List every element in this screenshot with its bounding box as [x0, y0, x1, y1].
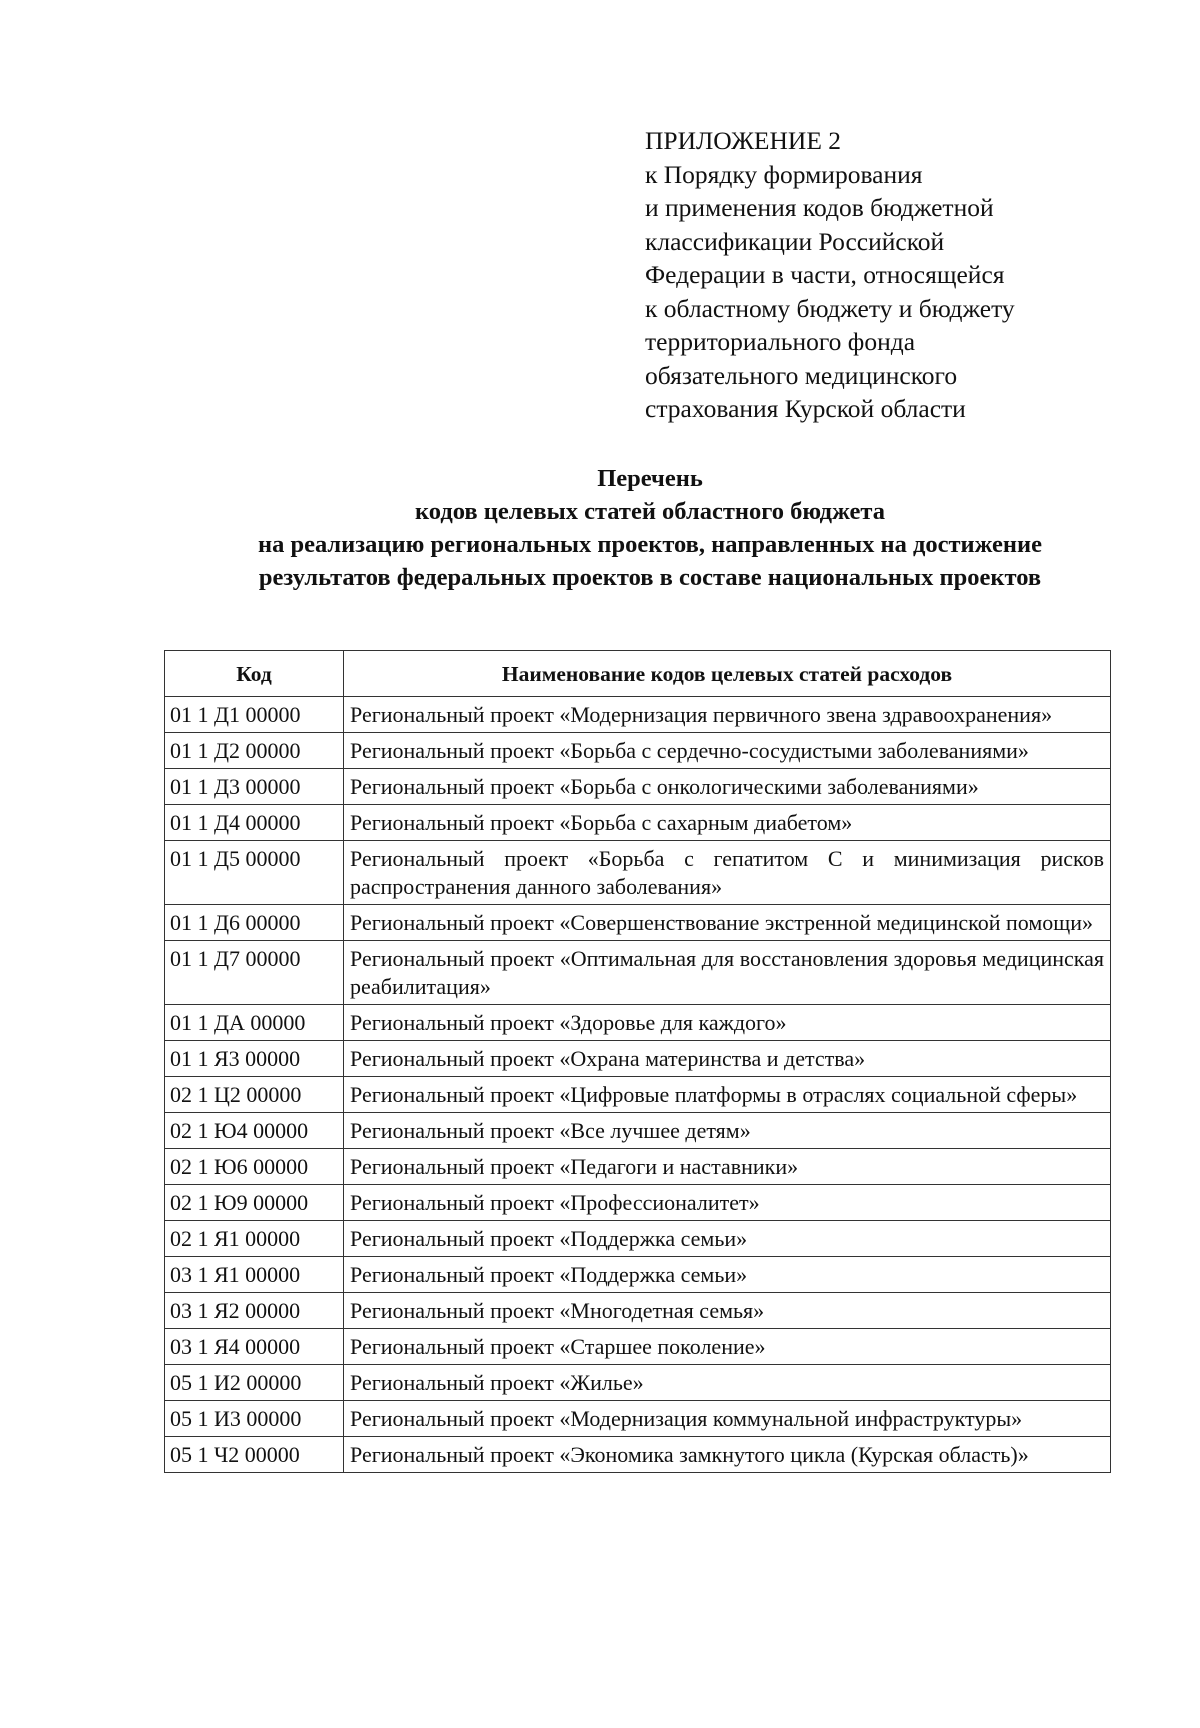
table-row [165, 1221, 1111, 1257]
target-item-code: 01 1 Д6 00000 [165, 905, 344, 941]
target-item-name: Региональный проект «Охрана материнства и детства» [344, 1041, 1111, 1077]
table-header-row [165, 651, 1111, 697]
target-item-name: Региональный проект «Старшее поколение» [344, 1329, 1111, 1365]
table-row [165, 1437, 1111, 1473]
table-row [165, 1113, 1111, 1149]
target-item-code: 01 1 ДА 00000 [165, 1005, 344, 1041]
target-item-name: Региональный проект «Борьба с сердечно-сосудистыми заболеваниями» [344, 733, 1111, 769]
table-row [165, 1293, 1111, 1329]
target-item-name: Региональный проект «Оптимальная для восстановления здоровья медицинская реабилитация» [344, 941, 1111, 1005]
appendix-line: обязательного медицинского [645, 360, 958, 390]
target-item-code: 05 1 И3 00000 [165, 1401, 344, 1437]
target-item-code: 01 1 Д2 00000 [165, 733, 344, 769]
table-row [165, 733, 1111, 769]
target-item-name: Региональный проект «Модернизация коммунальной инфраструктуры» [344, 1401, 1111, 1437]
target-item-code: 02 1 Ц2 00000 [165, 1077, 344, 1113]
appendix-line: к Порядку формирования [645, 159, 923, 189]
target-item-code: 01 1 Д4 00000 [165, 805, 344, 841]
target-item-name: Региональный проект «Цифровые платформы в отраслях социальной сферы» [344, 1077, 1111, 1113]
target-item-code: 02 1 Ю9 00000 [165, 1185, 344, 1221]
table-row [165, 1401, 1111, 1437]
table-row [165, 1041, 1111, 1077]
target-item-name: Региональный проект «Педагоги и наставники» [344, 1149, 1111, 1185]
target-item-code: 01 1 Д1 00000 [165, 697, 344, 733]
target-item-code: 01 1 Я3 00000 [165, 1041, 344, 1077]
appendix-line: территориального фонда [645, 327, 916, 356]
target-item-code: 02 1 Ю4 00000 [165, 1113, 344, 1149]
title-line: кодов целевых статей областного бюджета [415, 498, 885, 525]
target-item-code: 03 1 Я1 00000 [165, 1257, 344, 1293]
target-item-code: 01 1 Д7 00000 [165, 941, 344, 1005]
table-row [165, 1329, 1111, 1365]
target-item-name: Региональный проект «Борьба с онкологическими заболеваниями» [344, 769, 1111, 805]
table-row [165, 841, 1111, 905]
column-header-name: Наименование кодов целевых статей расходов [344, 651, 1111, 697]
table-row [165, 1077, 1111, 1113]
table-row [165, 905, 1111, 941]
table-row [165, 1365, 1111, 1401]
target-item-code: 03 1 Я4 00000 [165, 1329, 344, 1365]
target-item-name: Региональный проект «Жилье» [344, 1365, 1111, 1401]
table-row [165, 1149, 1111, 1185]
table-row [165, 1005, 1111, 1041]
target-item-name: Региональный проект «Экономика замкнутого цикла (Курская область)» [344, 1437, 1111, 1473]
appendix-heading [645, 124, 1165, 426]
target-item-name: Региональный проект «Многодетная семья» [344, 1293, 1111, 1329]
target-item-code: 01 1 Д5 00000 [165, 841, 344, 905]
target-item-name: Региональный проект «Модернизация первичного звена здравоохранения» [344, 697, 1111, 733]
title-line: Перечень [597, 465, 703, 492]
appendix-line: ПРИЛОЖЕНИЕ 2 [645, 126, 842, 155]
appendix-line: страхования Курской области [645, 394, 966, 423]
table-row [165, 697, 1111, 733]
target-item-code: 02 1 Я1 00000 [165, 1221, 344, 1257]
target-item-name: Региональный проект «Поддержка семьи» [344, 1221, 1111, 1257]
target-item-code: 05 1 Ч2 00000 [165, 1437, 344, 1473]
document-title [150, 462, 1150, 594]
table-row [165, 941, 1111, 1005]
appendix-line: Федерации в части, относящейся [645, 260, 1005, 289]
target-item-code: 02 1 Ю6 00000 [165, 1149, 344, 1185]
target-item-name: Региональный проект «Борьба с гепатитом С и минимизация рисков распространения данного заболевания» [344, 841, 1111, 905]
column-header-code: Код [165, 651, 344, 697]
target-item-name: Региональный проект «Все лучшее детям» [344, 1113, 1111, 1149]
table-row [165, 805, 1111, 841]
target-item-name: Региональный проект «Борьба с сахарным диабетом» [344, 805, 1111, 841]
target-item-code: 03 1 Я2 00000 [165, 1293, 344, 1329]
target-item-code: 01 1 Д3 00000 [165, 769, 344, 805]
appendix-line: классификации Российской [645, 226, 945, 256]
table-body [165, 697, 1111, 1473]
table-row [165, 1185, 1111, 1221]
table-row [165, 769, 1111, 805]
codes-table [164, 650, 1111, 1473]
target-item-name: Региональный проект «Совершенствование экстренной медицинской помощи» [344, 905, 1111, 941]
target-item-name: Региональный проект «Здоровье для каждого» [344, 1005, 1111, 1041]
appendix-line: к областному бюджету и бюджету [645, 293, 1015, 323]
appendix-line: и применения кодов бюджетной [645, 193, 994, 222]
target-item-code: 05 1 И2 00000 [165, 1365, 344, 1401]
target-item-name: Региональный проект «Поддержка семьи» [344, 1257, 1111, 1293]
target-item-name: Региональный проект «Профессионалитет» [344, 1185, 1111, 1221]
table-row [165, 1257, 1111, 1293]
title-line: на реализацию региональных проектов, направленных на достижение [257, 531, 1043, 558]
title-line: результатов федеральных проектов в составе национальных проектов [258, 564, 1042, 591]
